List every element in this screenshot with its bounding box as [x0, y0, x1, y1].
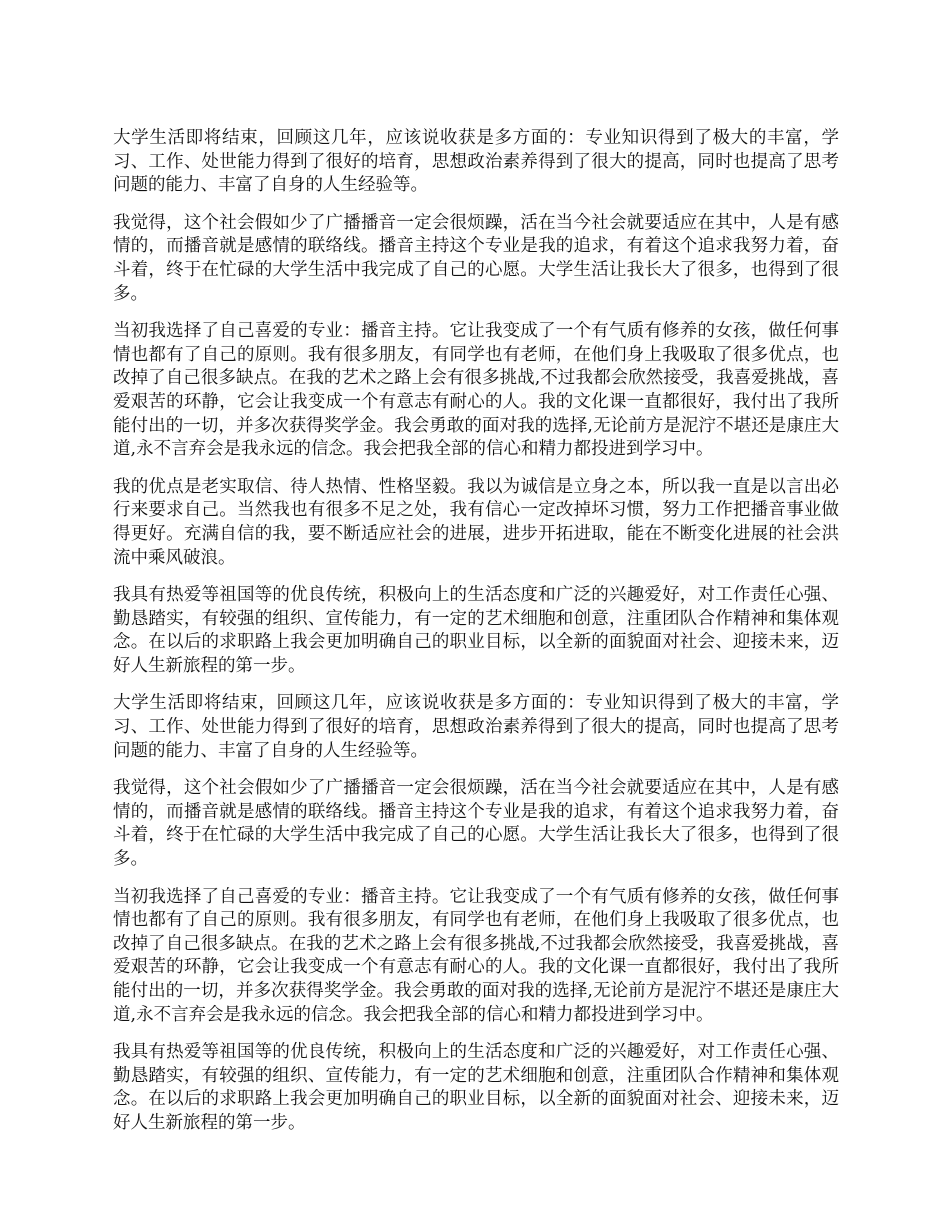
paragraph-5: 我具有热爱等祖国等的优良传统，积极向上的生活态度和广泛的兴趣爱好，对工作责任心强、勤恳踏实，有较强的组织、宣传能力，有一定的艺术细胞和创意，注重团队合作精神和集体观念。在以后的求职路上我会更加明确自己的职业目标，以全新的面貌面对社会、迎接未来，迈好人生新旅程的第一步。 [113, 585, 839, 676]
paragraph-7: 我觉得，这个社会假如少了广播播音一定会很烦躁，活在当今社会就要适应在其中，人是有感情的，而播音就是感情的联络线。播音主持这个专业是我的追求，有着这个追求我努力着，奋斗着，终于在忙碌的大学生活中我完成了自己的心愿。大学生活让我长大了很多，也得到了很多。 [113, 778, 839, 870]
paragraph-4: 我的优点是老实取信、待人热情、性格坚毅。我以为诚信是立身之本，所以我一直是以言出必行来要求自己。当然我也有很多不足之处，我有信心一定改掉坏习惯，努力工作把播音事业做得更好。充满自信的我，要不断适应社会的进展，进步开拓进取，能在不断变化进展的社会洪流中乘风破浪。 [113, 476, 839, 568]
paragraph-8: 当初我选择了自己喜爱的专业：播音主持。它让我变成了一个有气质有修养的女孩，做任何事情也都有了自己的原则。我有很多朋友，有同学也有老师，在他们身上我吸取了很多优点，也改掉了自己很多缺点。在我的艺术之路上会有很多挑战,不过我都会欣然接受，我喜爱挑战，喜爱艰苦的环静，它会让我变成一个有意志有耐心的人。我的文化课一直都很好，我付出了我所能付出的一切，并多次获得奖学金。我会勇敢的面对我的选择,无论前方是泥泞不堪还是康庄大道,永不言弃会是我永远的信念。我会把我全部的信心和精力都投进到学习中。 [113, 886, 839, 1025]
paragraph-1: 大学生活即将结束，回顾这几年，应该说收获是多方面的：专业知识得到了极大的丰富，学习、工作、处世能力得到了很好的培育，思想政治素养得到了很大的提高，同时也提高了思考问题的能力、丰富了自身的人生经验等。 [113, 128, 839, 196]
paragraph-2: 我觉得，这个社会假如少了广播播音一定会很烦躁，活在当今社会就要适应在其中，人是有感情的，而播音就是感情的联络线。播音主持这个专业是我的追求，有着这个追求我努力着，奋斗着，终于在忙碌的大学生活中我完成了自己的心愿。大学生活让我长大了很多，也得到了很多。 [113, 212, 839, 304]
paragraph-6: 大学生活即将结束，回顾这几年，应该说收获是多方面的：专业知识得到了极大的丰富，学习、工作、处世能力得到了很好的培育，思想政治素养得到了很大的提高，同时也提高了思考问题的能力、丰富了自身的人生经验等。 [113, 693, 839, 761]
paragraph-9: 我具有热爱等祖国等的优良传统，积极向上的生活态度和广泛的兴趣爱好，对工作责任心强、勤恳踏实，有较强的组织、宣传能力，有一定的艺术细胞和创意，注重团队合作精神和集体观念。在以后的求职路上我会更加明确自己的职业目标，以全新的面貌面对社会、迎接未来，迈好人生新旅程的第一步。 [113, 1042, 839, 1133]
paragraph-3: 当初我选择了自己喜爱的专业：播音主持。它让我变成了一个有气质有修养的女孩，做任何事情也都有了自己的原则。我有很多朋友，有同学也有老师，在他们身上我吸取了很多优点，也改掉了自己很多缺点。在我的艺术之路上会有很多挑战,不过我都会欣然接受，我喜爱挑战，喜爱艰苦的环静，它会让我变成一个有意志有耐心的人。我的文化课一直都很好，我付出了我所能付出的一切，并多次获得奖学金。我会勇敢的面对我的选择,无论前方是泥泞不堪还是康庄大道,永不言弃会是我永远的信念。我会把我全部的信心和精力都投进到学习中。 [113, 321, 839, 460]
document-page [113, 127, 839, 1150]
